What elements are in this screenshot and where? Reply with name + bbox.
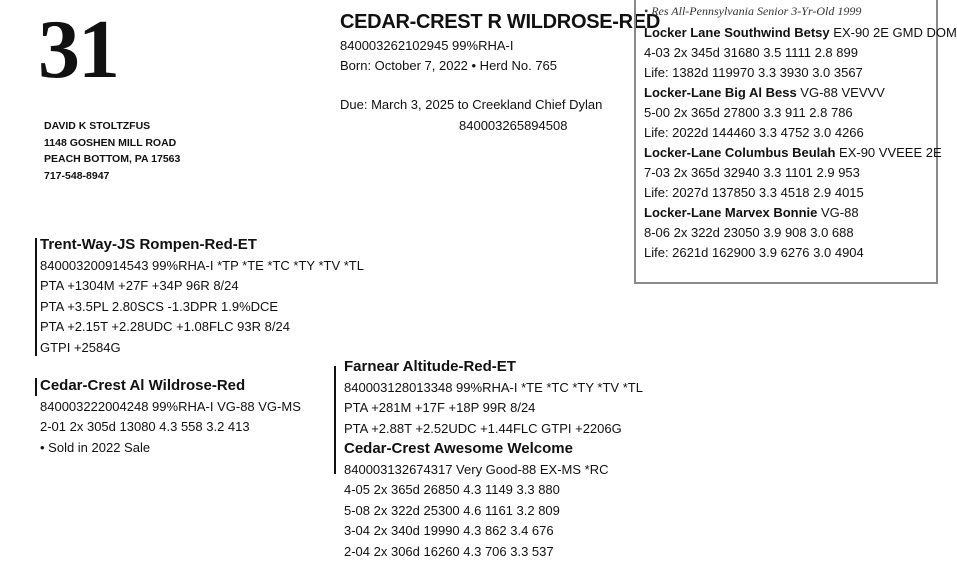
cow-name: Locker-Lane Marvex Bonnie [644, 205, 818, 220]
dam-sire-line: PTA +2.88T +2.52UDC +1.44FLC GTPI +2206G [344, 420, 622, 436]
cow-classification: VG-88 [817, 205, 859, 220]
consignor-address: 1148 GOSHEN MILL ROAD [44, 136, 177, 149]
sire-line: PTA +2.15T +2.28UDC +1.08FLC 93R 8/24 [40, 319, 290, 334]
dam-sire-bracket [334, 366, 336, 474]
grand-dam-line: 2-04 2x 306d 16260 4.3 706 3.3 537 [344, 543, 554, 559]
dam-bracket [35, 378, 37, 396]
cow-entry [644, 143, 942, 203]
sire-line: 840003200914543 99%RHA-I *TP *TE *TC *TY *TV *TL [40, 257, 364, 273]
dam-sire-name: Farnear Altitude-Red-ET [344, 358, 516, 375]
dam-block [40, 376, 301, 458]
cow-lifetime: Life: 1382d 119970 3.3 3930 3.0 3567 [644, 65, 863, 80]
animal-birth-info: Born: October 7, 2022 • Herd No. 765 [340, 58, 558, 73]
cow-record: 4-03 2x 345d 31680 3.5 1111 2.8 899 [644, 45, 858, 60]
award-note: • Res All-Pennsylvania Senior 3-Yr-Old 1999 [644, 4, 862, 18]
sire-block [40, 235, 364, 358]
cow-name: Locker Lane Southwind Betsy [644, 25, 830, 40]
cow-lifetime: Life: 2022d 144460 3.3 4752 3.0 4266 [644, 125, 864, 140]
sire-bracket [35, 238, 37, 356]
consignor-phone: 717-548-8947 [44, 169, 110, 182]
dam-name: Cedar-Crest Al Wildrose-Red [40, 377, 246, 394]
grand-dam-line: 5-08 2x 322d 25300 4.6 1161 3.2 809 [344, 502, 560, 518]
cow-name: Locker-Lane Big Al Bess [644, 85, 797, 100]
cow-classification: VG-88 VEVVV [796, 85, 885, 100]
service-sire-registration: 840003265894508 [459, 118, 568, 133]
cow-name: Locker-Lane Columbus Beulah [644, 145, 836, 160]
dam-line: • Sold in 2022 Sale [40, 439, 151, 455]
cow-entry [644, 203, 936, 263]
dam-sire-block [344, 357, 643, 562]
cow-record: 5-00 2x 365d 27800 3.3 911 2.8 786 [644, 105, 853, 120]
consignor-info [44, 118, 180, 184]
grand-dam-line: 3-04 2x 340d 19990 4.3 862 3.4 676 [344, 523, 554, 538]
cow-classification: EX-90 VVEEE 2E [835, 145, 942, 160]
maternal-pedigree-box [634, 0, 957, 284]
dam-line: 840003222004248 99%RHA-I VG-88 VG-MS [40, 398, 301, 414]
sire-name: Trent-Way-JS Rompen-Red-ET [40, 236, 257, 253]
sire-line: PTA +1304M +27F +34P 96R 8/24 [40, 278, 239, 293]
consignor-name: DAVID K STOLTZFUS [44, 120, 151, 132]
consignor-city: PEACH BOTTOM, PA 17563 [44, 153, 181, 165]
dam-sire-line: PTA +281M +17F +18P 99R 8/24 [344, 400, 536, 415]
animal-name: CEDAR-CREST R WILDROSE-RED [340, 11, 660, 33]
cow-record: 8-06 2x 322d 23050 3.9 908 3.0 688 [644, 225, 854, 240]
cow-classification: EX-90 2E GMD DOM [829, 25, 957, 40]
dam-line: 2-01 2x 305d 13080 4.3 558 3.2 413 [40, 419, 250, 434]
cow-entry [644, 23, 957, 83]
cow-lifetime: Life: 2621d 162900 3.9 6276 3.0 4904 [644, 245, 864, 260]
lot-number: 31 [38, 3, 118, 96]
cow-entry [644, 83, 936, 143]
grand-dam-line: 4-05 2x 365d 26850 4.3 1149 3.3 880 [344, 482, 560, 497]
grand-dam-name: Cedar-Crest Awesome Welcome [344, 440, 573, 457]
cow-lifetime: Life: 2027d 137850 3.3 4518 2.9 4015 [644, 185, 864, 200]
animal-registration: 840003262102945 99%RHA-I [340, 38, 514, 53]
due-date-info: Due: March 3, 2025 to Creekland Chief Dylan [340, 97, 603, 112]
dam-sire-line: 840003128013348 99%RHA-I *TE *TC *TY *TV *TL [344, 379, 643, 395]
sire-line: PTA +3.5PL 2.80SCS -1.3DPR 1.9%DCE [40, 298, 279, 314]
grand-dam-line: 840003132674317 Very Good-88 EX-MS *RC [344, 461, 609, 477]
sire-line: GTPI +2584G [40, 339, 121, 355]
cow-record: 7-03 2x 365d 32940 3.3 1101 2.9 953 [644, 165, 860, 180]
